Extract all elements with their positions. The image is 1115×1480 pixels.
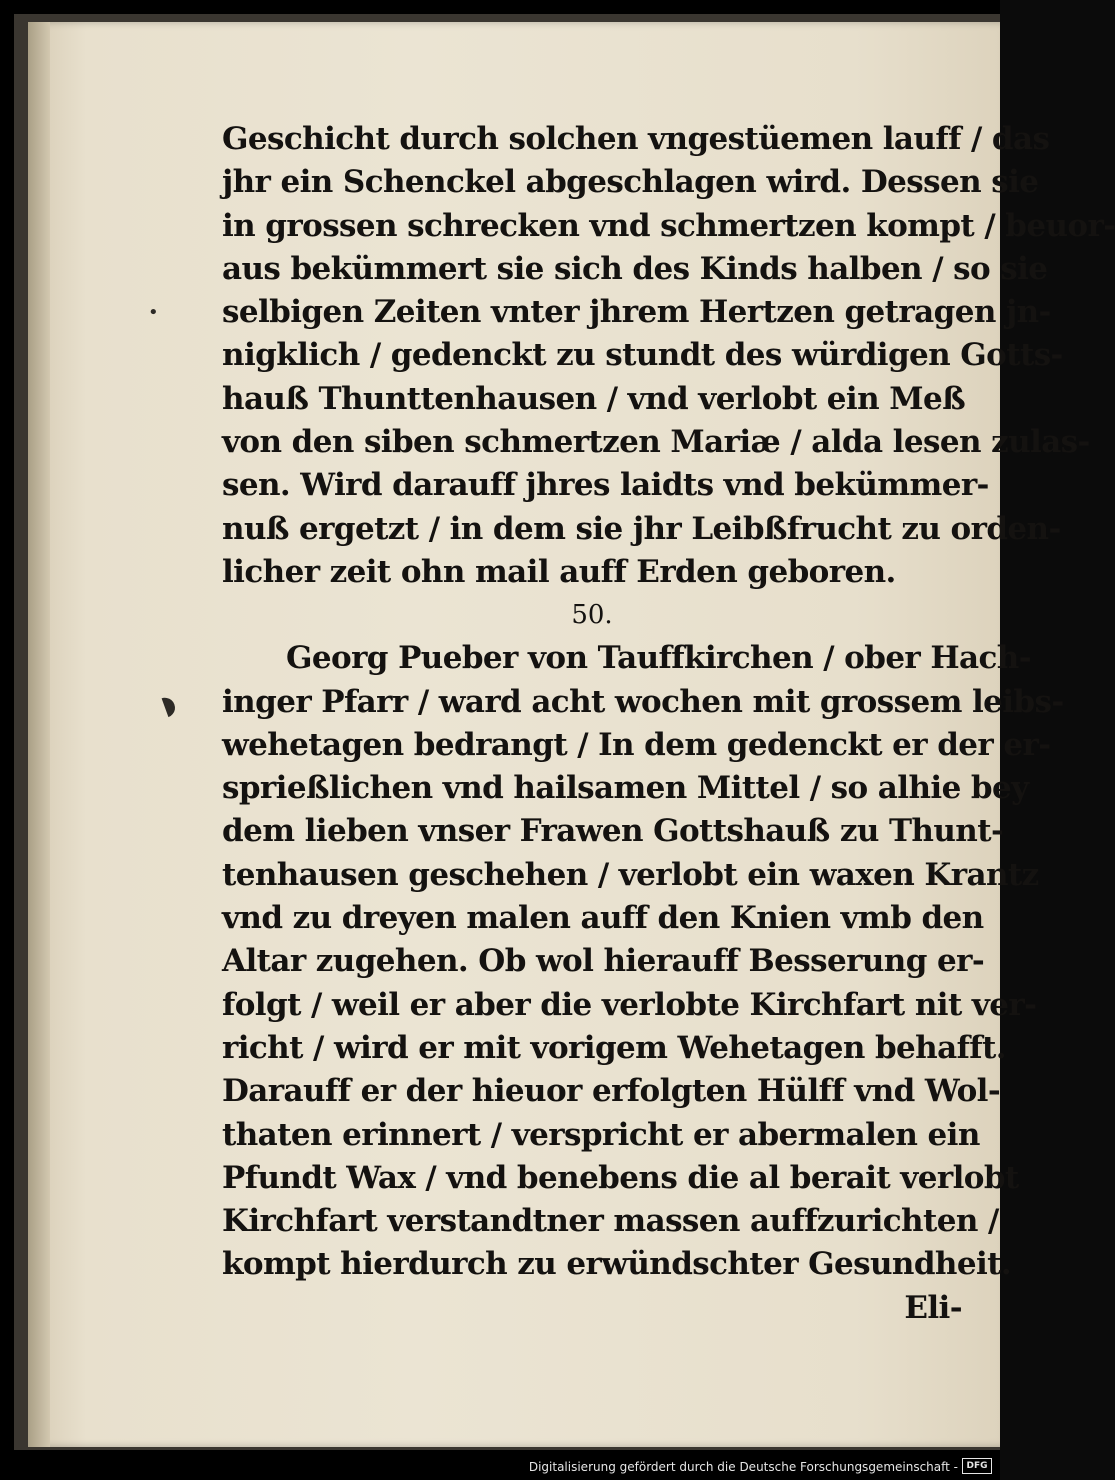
text-line: richt / wird er mit vorigem Wehetagen behafft. xyxy=(222,1029,1006,1066)
text-line: licher zeit ohn mail auff Erden geboren. xyxy=(222,553,896,590)
text-line: Kirchfart verstandtner massen auffzurichten / xyxy=(222,1203,999,1240)
text-line: Darauff er der hieuor erfolgten Hülff vnd Wol- xyxy=(222,1073,1001,1110)
text-line: inger Pfarr / ward acht wochen mit grossem leibs- xyxy=(222,683,1064,720)
footer-bar xyxy=(0,1450,1000,1480)
text-line: selbigen Zeiten vnter jhrem Hertzen getragen jn- xyxy=(222,294,1051,331)
text-line: hauß Thunttenhausen / vnd verlobt ein Meß xyxy=(222,380,966,417)
text-line: nigklich / gedenckt zu stundt des würdigen Gotts- xyxy=(222,337,1063,374)
text-line: sprießlichen vnd hailsamen Mittel / so alhie bey xyxy=(222,770,1029,807)
text-line: nuß ergetzt / in dem sie jhr Leibßfrucht zu orden- xyxy=(222,510,1061,547)
text-line: Geschicht durch solchen vngestüemen lauff / das xyxy=(222,121,1050,157)
text-line: jhr ein Schenckel abgeschlagen wird. Dessen sie xyxy=(222,164,1039,201)
text-line: in grossen schrecken vnd schmertzen kompt / beuor- xyxy=(222,207,1115,244)
margin-dot: • xyxy=(148,302,159,323)
text-line: von den siben schmertzen Mariæ / alda lesen zulas- xyxy=(222,424,1090,461)
text-line: tenhausen geschehen / verlobt ein waxen Krantz xyxy=(222,856,1039,893)
text-line: Pfundt Wax / vnd benebens die al berait verlobt xyxy=(222,1159,1019,1196)
section-number: 50. xyxy=(571,600,613,631)
dfg-logo: DFG xyxy=(962,1458,992,1474)
page-gutter xyxy=(28,22,50,1447)
text-line: folgt / weil er aber die verlobte Kirchfart nit ver- xyxy=(222,986,1037,1023)
text-line: dem lieben vnser Frawen Gottshauß zu Thunt- xyxy=(222,813,1004,850)
text-line: thaten erinnert / verspricht er abermalen ein xyxy=(222,1116,980,1153)
funding-credit: Digitalisierung gefördert durch die Deutsche Forschungsgemeinschaft - xyxy=(528,1460,958,1474)
text-line: aus bekümmert sie sich des Kinds halben / so sie xyxy=(222,250,1048,287)
text-line: sen. Wird darauff jhres laidts vnd bekümmer- xyxy=(222,467,989,504)
page-text xyxy=(222,118,1115,1330)
text-line: kompt hierdurch zu erwündschter Gesundheit. xyxy=(222,1246,1012,1283)
catchword: Eli- xyxy=(904,1289,962,1326)
text-line: Altar zugehen. Ob wol hierauff Besserung er- xyxy=(222,943,985,980)
text-line: wehetagen bedrangt / In dem gedenckt er der er- xyxy=(222,726,1051,763)
text-line: Georg Pueber von Tauffkirchen / ober Hach- xyxy=(286,640,1032,677)
text-line: vnd zu dreyen malen auff den Knien vmb den xyxy=(222,900,984,937)
margin-mark: ◗ xyxy=(157,688,181,722)
